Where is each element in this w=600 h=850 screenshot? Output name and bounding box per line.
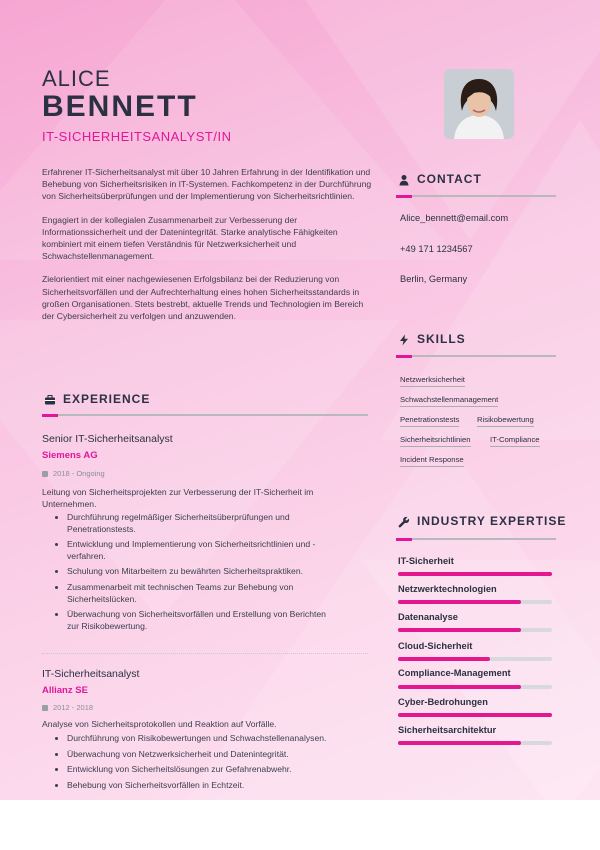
calendar-icon bbox=[42, 705, 48, 711]
contact-label: CONTACT bbox=[417, 172, 482, 186]
wrench-icon bbox=[398, 515, 410, 527]
briefcase-icon bbox=[44, 393, 56, 405]
expertise-name: Cyber-Bedrohungen bbox=[398, 697, 488, 707]
job-1-date bbox=[42, 469, 105, 478]
profile-summary bbox=[42, 166, 372, 333]
contact-location: Berlin, Germany bbox=[400, 274, 468, 284]
expertise-name: Sicherheitsarchitektur bbox=[398, 725, 497, 735]
skills-heading bbox=[398, 332, 466, 346]
calendar-icon bbox=[42, 471, 48, 477]
expertise-bar bbox=[398, 572, 552, 576]
expertise-bar bbox=[398, 713, 552, 717]
summary-paragraph: Zielorientiert mit einer nachgewiesenen Erfolgsbilanz bei der Reduzierung von Sicherheitsvorfällen und der Aufrechterhaltung eines hohen Sicherheitsstandards in großen Organisationen. Stets bestrebt, aktuelle Trends und Technologien im Bereich der Cybersicherheit zu verfolgen und anzuwenden. bbox=[42, 274, 364, 322]
summary-paragraph: Erfahrener IT-Sicherheitsanalyst mit über 10 Jahren Erfahrung in der Identifikation und Behebung von Sicherheitsrisiken in IT-Systemen. Fachkompetenz in der Durchführung von Sicherheitsüberprüfungen und der Implementierung von Sicherheitsrichtlinien. bbox=[42, 167, 372, 202]
expertise-bar-fill bbox=[398, 628, 521, 632]
experience-heading bbox=[44, 392, 150, 406]
skill-chip: IT-Compliance bbox=[490, 435, 540, 447]
expertise-bar bbox=[398, 741, 552, 745]
job-1-company: Siemens AG bbox=[42, 450, 98, 461]
skill-chip: Incident Response bbox=[400, 455, 464, 467]
job-2-company: Allianz SE bbox=[42, 685, 88, 696]
expertise-bar-fill bbox=[398, 657, 490, 661]
skills-divider bbox=[396, 355, 556, 357]
expertise-heading bbox=[398, 514, 566, 528]
expertise-bar-fill bbox=[398, 572, 552, 576]
list-item: Überwachung von Sicherheitsvorfällen und Erstellung von Berichten zur Risikobewertung. bbox=[42, 609, 332, 632]
list-item: Entwicklung von Sicherheitslösungen zur Gefahrenabwehr. bbox=[42, 764, 332, 776]
lightning-icon bbox=[398, 333, 410, 345]
job-1-title: Senior IT-Sicherheitsanalyst bbox=[42, 433, 173, 445]
expertise-divider bbox=[396, 538, 556, 540]
expertise-bar-fill bbox=[398, 600, 521, 604]
job-2-description: Analyse von Sicherheitsprotokollen und Reaktion auf Vorfälle. bbox=[42, 719, 277, 729]
expertise-bar bbox=[398, 685, 552, 689]
skills-label: SKILLS bbox=[417, 332, 466, 346]
contact-email[interactable]: Alice_bennett@email.com bbox=[400, 213, 509, 223]
job-1-date-text: 2018 - Ongoing bbox=[53, 469, 105, 478]
expertise-label: INDUSTRY EXPERTISE bbox=[417, 514, 567, 528]
job-2-date bbox=[42, 703, 93, 712]
skill-chip: Sicherheitsrichtlinien bbox=[400, 435, 471, 447]
expertise-bar-fill bbox=[398, 713, 552, 717]
job-2-date-text: 2012 - 2018 bbox=[53, 703, 94, 712]
list-item: Durchführung von Risikobewertungen und Schwachstellenanalysen. bbox=[42, 733, 332, 745]
list-item: Zusammenarbeit mit technischen Teams zur Behebung von Sicherheitslücken. bbox=[42, 582, 332, 605]
experience-label: EXPERIENCE bbox=[63, 392, 151, 406]
list-item: Überwachung von Netzwerksicherheit und Datenintegrität. bbox=[42, 749, 332, 761]
job-1-description: Leitung von Sicherheitsprojekten zur Verbesserung der IT-Sicherheit im Unternehmen. bbox=[42, 487, 314, 509]
experience-divider bbox=[42, 414, 368, 416]
expertise-name: Compliance-Management bbox=[398, 668, 511, 678]
list-item: Schulung von Mitarbeitern zu bewährten Sicherheitspraktiken. bbox=[42, 566, 332, 578]
job-2-bullets bbox=[42, 733, 332, 795]
expertise-bar-fill bbox=[398, 685, 521, 689]
list-item: Durchführung regelmäßiger Sicherheitsüberprüfungen und Penetrationstests. bbox=[42, 512, 332, 535]
expertise-name: Cloud-Sicherheit bbox=[398, 641, 473, 651]
job-title: IT-SICHERHEITSANALYST/IN bbox=[42, 129, 232, 144]
list-item: Entwicklung und Implementierung von Sicherheitsrichtlinien und -verfahren. bbox=[42, 539, 332, 562]
job-1-bullets bbox=[42, 512, 332, 636]
expertise-name: Netzwerktechnologien bbox=[398, 584, 497, 594]
contact-heading bbox=[398, 172, 482, 186]
person-icon bbox=[398, 173, 410, 185]
contact-divider bbox=[396, 195, 556, 197]
expertise-name: IT-Sicherheit bbox=[398, 556, 454, 566]
skill-chip: Risikobewertung bbox=[477, 415, 534, 427]
summary-paragraph: Engagiert in der kollegialen Zusammenarbeit zur Verbesserung der Informationssicherheit und der Datenintegrität. Starke analytische Fähigkeiten kombiniert mit einem tiefen Verständnis für Netzwerksicherheit und Schwachstellenmanagement. bbox=[42, 214, 338, 262]
skill-chip: Penetrationstests bbox=[400, 415, 459, 427]
contact-phone: +49 171 1234567 bbox=[400, 244, 473, 254]
skill-chip: Netzwerksicherheit bbox=[400, 375, 465, 387]
expertise-bar bbox=[398, 657, 552, 661]
expertise-name: Datenanalyse bbox=[398, 612, 458, 622]
expertise-bar bbox=[398, 600, 552, 604]
first-name: ALICE bbox=[42, 66, 111, 91]
skill-chip: Schwachstellenmanagement bbox=[400, 395, 498, 407]
job-2-title: IT-Sicherheitsanalyst bbox=[42, 668, 140, 680]
last-name: BENNETT bbox=[42, 90, 198, 123]
expertise-bar bbox=[398, 628, 552, 632]
list-item: Behebung von Sicherheitsvorfällen in Echtzeit. bbox=[42, 780, 332, 792]
job-separator bbox=[42, 653, 368, 654]
expertise-bar-fill bbox=[398, 741, 521, 745]
profile-photo bbox=[444, 69, 514, 139]
